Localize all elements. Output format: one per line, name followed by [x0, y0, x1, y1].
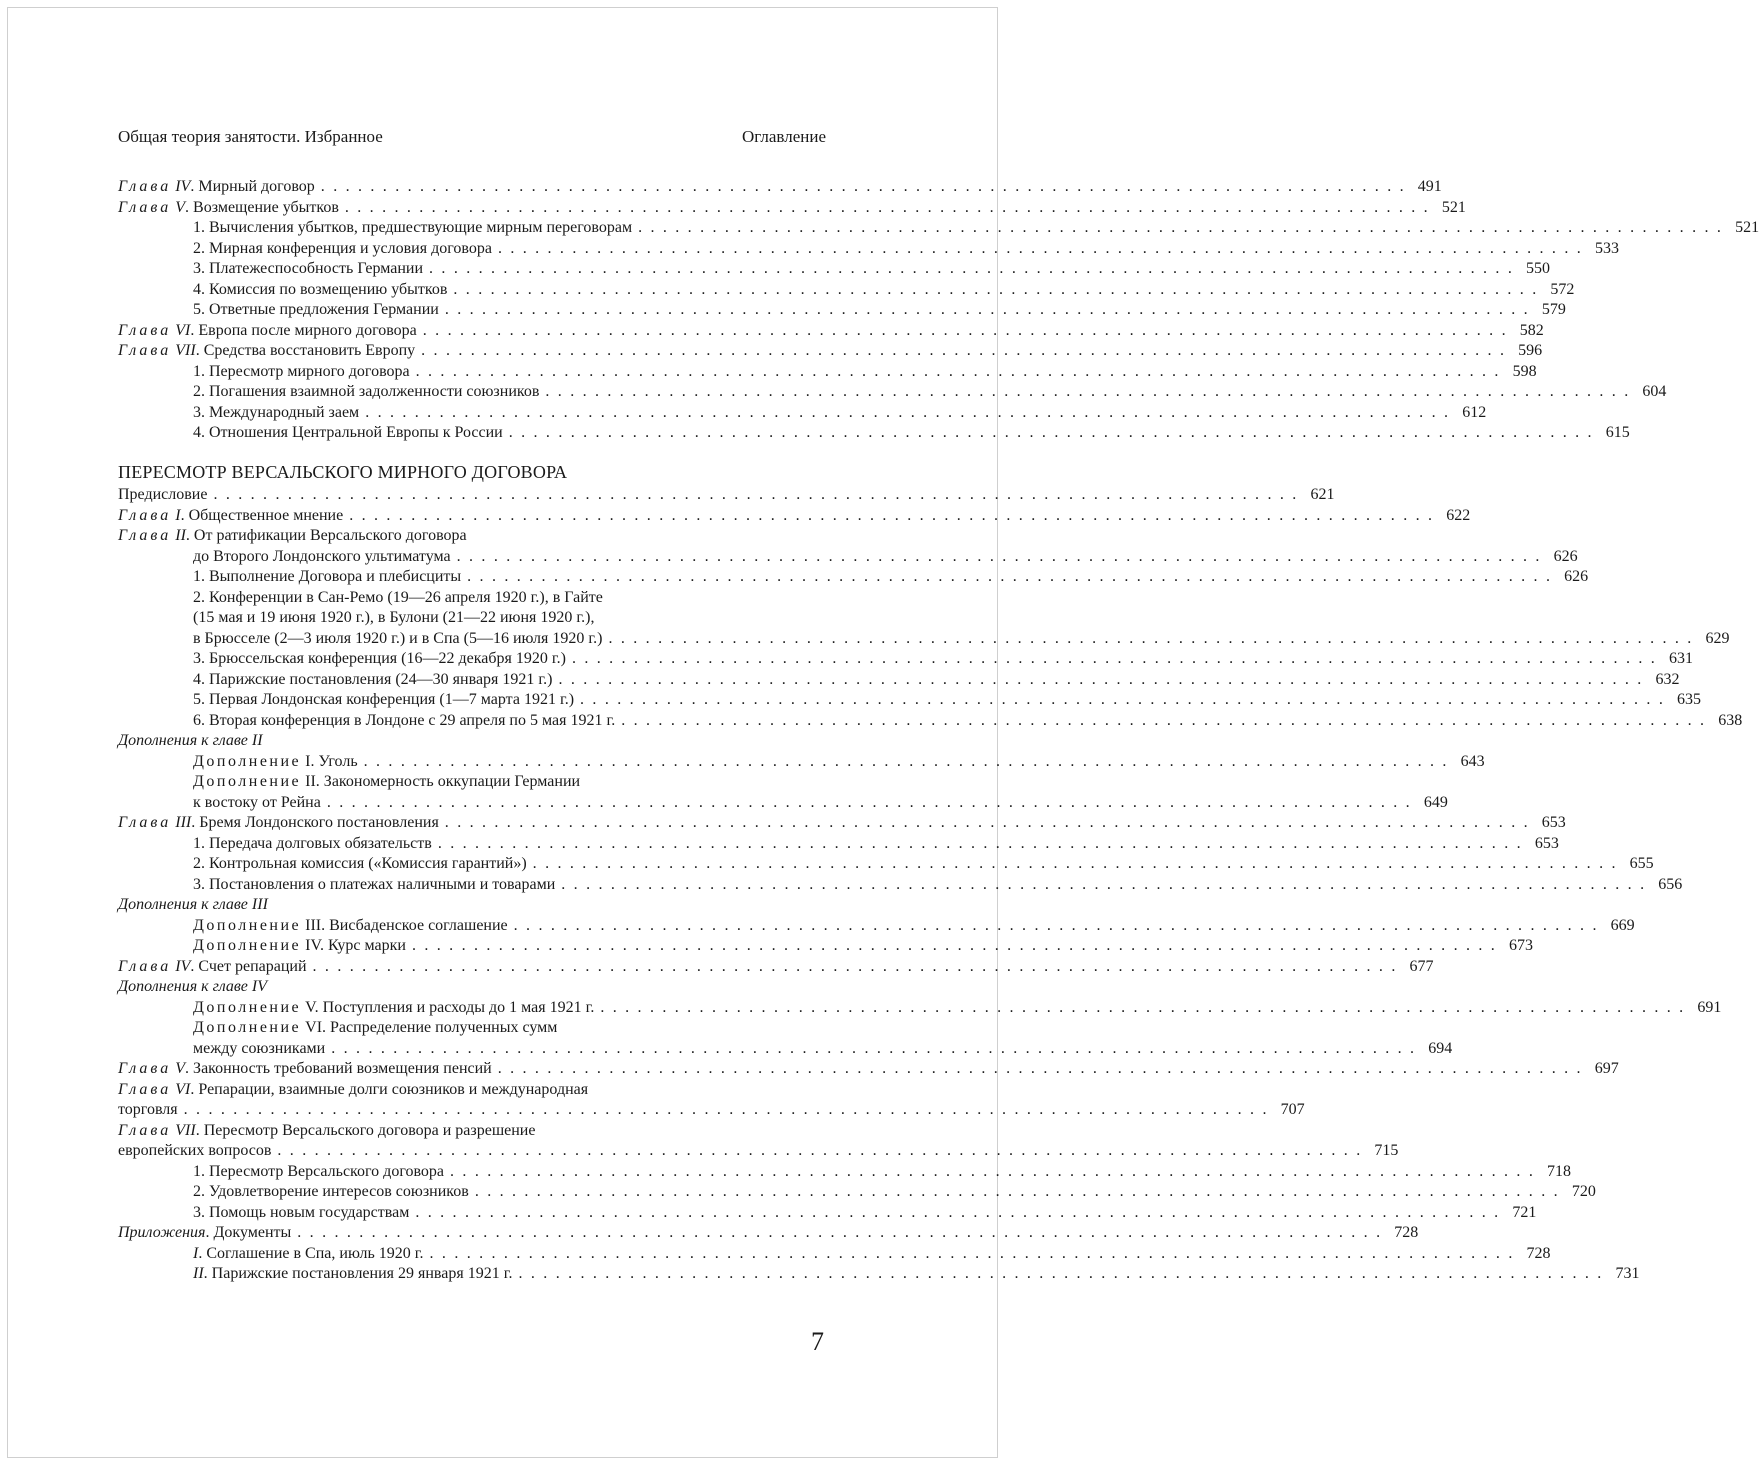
- chapter-entry-cont: [118, 547, 1578, 568]
- toc-entry-title: 5. Ответные предложения Германии: [193, 301, 439, 318]
- toc-entry-label: [193, 1203, 409, 1224]
- page-ref: 521: [1441, 198, 1466, 216]
- chapter-entry: [118, 177, 1442, 198]
- toc-entry-label: [193, 773, 580, 790]
- section-entry: [118, 239, 1619, 260]
- chapter-word: Глава: [118, 506, 172, 524]
- toc-entry-label: [193, 1162, 444, 1183]
- leader-dots: . . . . . . . . . . . . . . . . . . . . . . . . . . . . . . . . . . . . . . . . . . . . . . . . . . . . . . . . . . . . . . . . . . . . . . . . . . . . . . . . . . . . . . . .: [320, 178, 1406, 195]
- addendum-word: Дополнение: [193, 1019, 302, 1036]
- section-entry: [118, 1182, 1596, 1203]
- toc-entry-title: 2. Контрольная комиссия («Комиссия гарантий»): [193, 855, 527, 872]
- toc-line-text: 2. Конференции в Сан-Ремо (19—26 апреля 1920 г.), в Гайте: [193, 588, 603, 606]
- page-ref: 691: [1697, 998, 1722, 1016]
- leader-dots: . . . . . . . . . . . . . . . . . . . . . . . . . . . . . . . . . . . . . . . . . . . . . . . . . . . . . . . . . . . . . . . . . . . . . . . . . . . . . . . . . . . . . . . .: [600, 998, 1686, 1016]
- page-ref: 673: [1508, 937, 1533, 954]
- leader-dots: . . . . . . . . . . . . . . . . . . . . . . . . . . . . . . . . . . . . . . . . . . . . . . . . . . . . . . . . . . . . . . . . . . . . . . . . . . . . . . . . . . . . . . . .: [312, 957, 1398, 975]
- toc-entry-title: 3. Международный заем: [193, 403, 360, 421]
- toc-entry-label: [193, 239, 492, 260]
- toc-entry-label: Глава IV. Мирный договор: [118, 178, 315, 195]
- addendum-entry: [118, 772, 826, 793]
- toc-entry-title: Документы: [209, 1224, 292, 1241]
- chapter-word: Глава: [118, 527, 172, 544]
- section-entry: [118, 1203, 1537, 1224]
- addendum-entry: [118, 1018, 826, 1039]
- page-ref: 596: [1518, 342, 1543, 359]
- toc-entry-label: I. Соглашение в Спа, июль 1920 г.: [193, 1244, 424, 1262]
- leader-dots: . . . . . . . . . . . . . . . . . . . . . . . . . . . . . . . . . . . . . . . . . . . . . . . . . . . . . . . . . . . . . . . . . . . . . . . . . . . . . . . . . . . . . . . .: [638, 219, 1724, 236]
- toc-entry-label: [193, 218, 632, 239]
- section-heading: ПЕРЕСМОТР ВЕРСАЛЬСКОГО МИРНОГО ДОГОВОРА: [118, 462, 568, 482]
- page-ref: 694: [1428, 1039, 1453, 1057]
- addendum-entry: [118, 916, 1635, 937]
- header-book-title: Общая теория занятости. Избранное: [118, 127, 383, 146]
- page-ref: 635: [1677, 691, 1702, 708]
- chapter-entry: [118, 526, 826, 547]
- section-entry: [118, 875, 1683, 896]
- chapter-word: Глава: [118, 178, 172, 195]
- toc-entry-label: [118, 1141, 271, 1162]
- toc-entry-label: [193, 998, 594, 1019]
- leader-dots: . . . . . . . . . . . . . . . . . . . . . . . . . . . . . . . . . . . . . . . . . . . . . . . . . . . . . . . . . . . . . . . . . . . . . . . . . . . . . . . . . . . . . . . .: [450, 1162, 1536, 1180]
- toc-entry-label: [193, 1019, 557, 1036]
- page-ref: 728: [1526, 1244, 1551, 1262]
- chapter-entry: [118, 957, 1434, 978]
- toc-entry-title: в Брюсселе (2—3 июля 1920 г.) и в Спа (5—16 июля 1920 г.): [193, 629, 603, 647]
- addenda-heading: [118, 731, 826, 752]
- page-ref: 669: [1610, 916, 1635, 934]
- section-entry: [118, 403, 1487, 424]
- leader-dots: . . . . . . . . . . . . . . . . . . . . . . . . . . . . . . . . . . . . . . . . . . . . . . . . . . . . . . . . . . . . . . . . . . . . . . . . . . . . . . . . . . . . . . . .: [429, 1244, 1515, 1262]
- toc-entry-label: [193, 690, 574, 711]
- leader-dots: . . . . . . . . . . . . . . . . . . . . . . . . . . . . . . . . . . . . . . . . . . . . . . . . . . . . . . . . . . . . . . . . . . . . . . . . . . . . . . . . . . . . . . . .: [532, 855, 1618, 872]
- page-ref: 638: [1718, 711, 1743, 729]
- chapter-entry: [118, 813, 1566, 834]
- toc-entry-label: [193, 300, 439, 321]
- section-entry: [118, 629, 1730, 650]
- leader-dots: . . . . . . . . . . . . . . . . . . . . . . . . . . . . . . . . . . . . . . . . . . . . . . . . . . . . . . . . . . . . . . . . . . . . . . . . . . . . . . . . . . . . . . . .: [297, 1224, 1383, 1241]
- page-ref: 629: [1705, 629, 1730, 647]
- chapter-entry: [118, 198, 1466, 219]
- toc-entry-title: 3. Постановления о платежах наличными и товарами: [193, 875, 556, 893]
- chapter-numeral: III: [175, 814, 192, 831]
- document-numeral: I: [193, 1244, 199, 1262]
- toc-entry-label: [193, 629, 602, 650]
- toc-list-1: [118, 177, 1759, 444]
- toc-entry-title: Парижские постановления 29 января 1921 г.: [207, 1265, 513, 1282]
- toc-entry-label: Глава V. Возмещение убытков: [118, 198, 339, 216]
- leader-dots: . . . . . . . . . . . . . . . . . . . . . . . . . . . . . . . . . . . . . . . . . . . . . . . . . . . . . . . . . . . . . . . . . . . . . . . . . . . . . . . . . . . . . . . .: [580, 691, 1666, 708]
- leader-dots: . . . . . . . . . . . . . . . . . . . . . . . . . . . . . . . . . . . . . . . . . . . . . . . . . . . . . . . . . . . . . . . . . . . . . . . . . . . . . . . . . . . . . . . .: [326, 793, 1412, 811]
- leader-dots: . . . . . . . . . . . . . . . . . . . . . . . . . . . . . . . . . . . . . . . . . . . . . . . . . . . . . . . . . . . . . . . . . . . . . . . . . . . . . . . . . . . . . . . .: [277, 1142, 1363, 1159]
- leader-dots: . . . . . . . . . . . . . . . . . . . . . . . . . . . . . . . . . . . . . . . . . . . . . . . . . . . . . . . . . . . . . . . . . . . . . . . . . . . . . . . . . . . . . . . .: [571, 650, 1657, 667]
- page-ref: 621: [1310, 486, 1335, 503]
- leader-dots: . . . . . . . . . . . . . . . . . . . . . . . . . . . . . . . . . . . . . . . . . . . . . . . . . . . . . . . . . . . . . . . . . . . . . . . . . . . . . . . . . . . . . . . .: [415, 362, 1501, 380]
- section-entry: [118, 711, 1743, 732]
- leader-dots: . . . . . . . . . . . . . . . . . . . . . . . . . . . . . . . . . . . . . . . . . . . . . . . . . . . . . . . . . . . . . . . . . . . . . . . . . . . . . . . . . . . . . . . .: [213, 486, 1299, 503]
- chapter-word: Глава: [118, 957, 172, 975]
- toc-entry-title: II. Закономерность оккупации Германии: [301, 773, 581, 790]
- page-ref: 655: [1629, 855, 1654, 872]
- addendum-entry: [118, 752, 1485, 773]
- addendum-entry: [118, 936, 1533, 957]
- toc-entry-title: к востоку от Рейна: [193, 793, 321, 811]
- toc-entry-title: Предисловие: [118, 486, 208, 503]
- page-ref: 491: [1417, 178, 1442, 195]
- page-ref: 718: [1547, 1162, 1572, 1180]
- toc-entry-title: 1. Пересмотр Версальского договора: [193, 1162, 445, 1180]
- page-ref: 677: [1409, 957, 1434, 975]
- leader-dots: . . . . . . . . . . . . . . . . . . . . . . . . . . . . . . . . . . . . . . . . . . . . . . . . . . . . . . . . . . . . . . . . . . . . . . . . . . . . . . . . . . . . . . . .: [344, 198, 1430, 216]
- section-entry: [118, 218, 1759, 239]
- section-entry: [118, 854, 1654, 875]
- leader-dots: . . . . . . . . . . . . . . . . . . . . . . . . . . . . . . . . . . . . . . . . . . . . . . . . . . . . . . . . . . . . . . . . . . . . . . . . . . . . . . . . . . . . . . . .: [444, 301, 1530, 318]
- leader-dots: . . . . . . . . . . . . . . . . . . . . . . . . . . . . . . . . . . . . . . . . . . . . . . . . . . . . . . . . . . . . . . . . . . . . . . . . . . . . . . . . . . . . . . . .: [411, 937, 1497, 954]
- page-ref: 643: [1460, 752, 1485, 770]
- section-entry: [118, 300, 1566, 321]
- page-ref: 731: [1615, 1265, 1640, 1282]
- addendum-entry-cont: [118, 793, 1448, 814]
- leader-dots: . . . . . . . . . . . . . . . . . . . . . . . . . . . . . . . . . . . . . . . . . . . . . . . . . . . . . . . . . . . . . . . . . . . . . . . . . . . . . . . . . . . . . . . .: [545, 383, 1631, 400]
- leader-dots: . . . . . . . . . . . . . . . . . . . . . . . . . . . . . . . . . . . . . . . . . . . . . . . . . . . . . . . . . . . . . . . . . . . . . . . . . . . . . . . . . . . . . . . .: [453, 280, 1539, 298]
- toc-entry-title: европейских вопросов: [118, 1142, 272, 1159]
- chapter-entry: [118, 1080, 826, 1101]
- addendum-entry-cont: [118, 1039, 1453, 1060]
- chapter-entry: [118, 506, 1471, 527]
- toc-entry-title: Европа после мирного договора: [198, 321, 417, 339]
- page-ref: 622: [1446, 506, 1471, 524]
- chapter-numeral: I: [175, 506, 181, 524]
- section-entry: [118, 1162, 1572, 1183]
- leader-dots: . . . . . . . . . . . . . . . . . . . . . . . . . . . . . . . . . . . . . . . . . . . . . . . . . . . . . . . . . . . . . . . . . . . . . . . . . . . . . . . . . . . . . . . .: [456, 547, 1542, 565]
- toc-entry-label: [193, 1039, 325, 1060]
- chapter-numeral: V: [175, 1060, 186, 1077]
- section-entry: [118, 567, 1589, 588]
- toc-entry-label: [193, 854, 527, 875]
- addenda-heading: [118, 977, 826, 998]
- toc-entry-title: 1. Выполнение Договора и плебисциты: [193, 568, 462, 585]
- toc-entry-label: [193, 834, 432, 855]
- section-entry: [118, 834, 1559, 855]
- page-ref: 721: [1512, 1203, 1537, 1221]
- page-ref: 550: [1526, 260, 1551, 277]
- addendum-entry: [118, 998, 1722, 1019]
- toc-entry-title: Мирный договор: [198, 178, 315, 195]
- toc-block-2: [118, 459, 1743, 1285]
- leader-dots: . . . . . . . . . . . . . . . . . . . . . . . . . . . . . . . . . . . . . . . . . . . . . . . . . . . . . . . . . . . . . . . . . . . . . . . . . . . . . . . . . . . . . . . .: [467, 568, 1553, 585]
- toc-entry-label: [193, 1182, 469, 1203]
- page-ref: 653: [1541, 814, 1566, 831]
- page-ref: 572: [1550, 280, 1575, 298]
- chapter-word: Глава: [118, 198, 172, 216]
- leader-dots: . . . . . . . . . . . . . . . . . . . . . . . . . . . . . . . . . . . . . . . . . . . . . . . . . . . . . . . . . . . . . . . . . . . . . . . . . . . . . . . . . . . . . . . .: [363, 752, 1449, 770]
- toc-entry-title: Бремя Лондонского постановления: [199, 814, 439, 831]
- leader-dots: . . . . . . . . . . . . . . . . . . . . . . . . . . . . . . . . . . . . . . . . . . . . . . . . . . . . . . . . . . . . . . . . . . . . . . . . . . . . . . . . . . . . . . . .: [518, 1265, 1604, 1282]
- toc-entry-title: III. Висбаденское соглашение: [301, 916, 508, 934]
- addenda-heading: [118, 895, 826, 916]
- document-numeral: II: [193, 1265, 204, 1282]
- toc-entry-label: [193, 649, 566, 670]
- section-entry: [118, 280, 1575, 301]
- leader-dots: . . . . . . . . . . . . . . . . . . . . . . . . . . . . . . . . . . . . . . . . . . . . . . . . . . . . . . . . . . . . . . . . . . . . . . . . . . . . . . . . . . . . . . . .: [474, 1183, 1560, 1200]
- toc-entry-label: Глава IV. Счет репараций: [118, 957, 307, 975]
- section-entry: [118, 423, 1630, 444]
- toc-entry-label: [193, 259, 423, 280]
- toc-entry-title: От ратификации Версальского договора: [193, 527, 467, 544]
- chapter-word: Дополнение: [193, 916, 302, 934]
- toc-entry-label: [193, 567, 461, 588]
- toc-entry-title: 2. Мирная конференция и условия договора: [193, 239, 492, 257]
- leader-dots: . . . . . . . . . . . . . . . . . . . . . . . . . . . . . . . . . . . . . . . . . . . . . . . . . . . . . . . . . . . . . . . . . . . . . . . . . . . . . . . . . . . . . . . .: [513, 916, 1599, 934]
- page-ref: 720: [1571, 1183, 1596, 1200]
- leader-dots: . . . . . . . . . . . . . . . . . . . . . . . . . . . . . . . . . . . . . . . . . . . . . . . . . . . . . . . . . . . . . . . . . . . . . . . . . . . . . . . . . . . . . . . .: [508, 424, 1594, 441]
- appendix-word: Приложения: [118, 1224, 206, 1241]
- toc-entry-label: Глава III. Бремя Лондонского постановления: [118, 814, 439, 831]
- toc-entry-title: 1. Вычисления убытков, предшествующие мирным переговорам: [193, 219, 633, 236]
- toc-entry-label: [193, 711, 615, 732]
- chapter-numeral: IV: [175, 178, 191, 195]
- leader-dots: . . . . . . . . . . . . . . . . . . . . . . . . . . . . . . . . . . . . . . . . . . . . . . . . . . . . . . . . . . . . . . . . . . . . . . . . . . . . . . . . . . . . . . . .: [497, 239, 1583, 257]
- chapter-word: Глава: [118, 1080, 172, 1098]
- toc-entry-title: VI. Распределение полученных сумм: [301, 1019, 558, 1036]
- leader-dots: . . . . . . . . . . . . . . . . . . . . . . . . . . . . . . . . . . . . . . . . . . . . . . . . . . . . . . . . . . . . . . . . . . . . . . . . . . . . . . . . . . . . . . . .: [415, 1203, 1501, 1221]
- appendix-item: [118, 1264, 1640, 1285]
- toc-entry-label: Глава V. Законность требований возмещения пенсий: [118, 1060, 492, 1077]
- toc-entry-label: [193, 752, 358, 773]
- page-ref: 697: [1594, 1060, 1619, 1077]
- page-ref: 612: [1462, 403, 1487, 421]
- page-ref: 707: [1280, 1101, 1305, 1118]
- chapter-word: Глава: [118, 342, 172, 359]
- toc-entry-title: 4. Парижские постановления (24—30 января 1921 г.): [193, 670, 553, 688]
- chapter-entry-cont: [118, 1100, 1305, 1121]
- toc-block-1: [118, 177, 1759, 444]
- leader-dots: . . . . . . . . . . . . . . . . . . . . . . . . . . . . . . . . . . . . . . . . . . . . . . . . . . . . . . . . . . . . . . . . . . . . . . . . . . . . . . . . . . . . . . . .: [183, 1101, 1269, 1118]
- toc-entry-title: IV. Курс марки: [301, 937, 406, 954]
- page-number: 7: [811, 1327, 824, 1356]
- leader-dots: . . . . . . . . . . . . . . . . . . . . . . . . . . . . . . . . . . . . . . . . . . . . . . . . . . . . . . . . . . . . . . . . . . . . . . . . . . . . . . . . . . . . . . . .: [608, 629, 1694, 647]
- toc-entry-label: [193, 423, 503, 444]
- page-ref: 604: [1642, 383, 1667, 400]
- leader-dots: . . . . . . . . . . . . . . . . . . . . . . . . . . . . . . . . . . . . . . . . . . . . . . . . . . . . . . . . . . . . . . . . . . . . . . . . . . . . . . . . . . . . . . . .: [421, 342, 1507, 359]
- section-entry: [118, 670, 1680, 691]
- toc-line-text: Дополнения к главе III: [118, 896, 268, 913]
- page-ref: 615: [1605, 424, 1630, 441]
- page-ref: 653: [1534, 834, 1559, 852]
- section-entry: [118, 382, 1667, 403]
- toc-entry-label: [118, 485, 207, 506]
- leader-dots: . . . . . . . . . . . . . . . . . . . . . . . . . . . . . . . . . . . . . . . . . . . . . . . . . . . . . . . . . . . . . . . . . . . . . . . . . . . . . . . . . . . . . . . .: [497, 1060, 1583, 1077]
- page-ref: 649: [1423, 793, 1448, 811]
- toc-entry-label: Глава VII. Средства восстановить Европу: [118, 342, 416, 359]
- leader-dots: . . . . . . . . . . . . . . . . . . . . . . . . . . . . . . . . . . . . . . . . . . . . . . . . . . . . . . . . . . . . . . . . . . . . . . . . . . . . . . . . . . . . . . . .: [422, 321, 1508, 339]
- page-ref: 582: [1519, 321, 1544, 339]
- chapter-numeral: VI: [175, 321, 191, 339]
- chapter-word: Дополнение: [193, 998, 302, 1016]
- page-ref: 626: [1564, 568, 1589, 585]
- leader-dots: . . . . . . . . . . . . . . . . . . . . . . . . . . . . . . . . . . . . . . . . . . . . . . . . . . . . . . . . . . . . . . . . . . . . . . . . . . . . . . . . . . . . . . . .: [621, 711, 1707, 729]
- leader-dots: . . . . . . . . . . . . . . . . . . . . . . . . . . . . . . . . . . . . . . . . . . . . . . . . . . . . . . . . . . . . . . . . . . . . . . . . . . . . . . . . . . . . . . . .: [444, 814, 1530, 831]
- chapter-numeral: IV: [175, 957, 191, 975]
- toc-entry-label: II. Парижские постановления 29 января 1921 г.: [193, 1265, 513, 1282]
- toc-entry-title: V. Поступления и расходы до 1 мая 1921 г.: [301, 998, 595, 1016]
- toc-entry-label: [193, 936, 406, 957]
- toc-entry-label: [193, 793, 321, 814]
- chapter-word: Глава: [118, 1060, 172, 1077]
- toc-entry-label: [193, 670, 553, 691]
- section-entry: [118, 259, 1551, 280]
- toc-line-text: Дополнения к главе II: [118, 732, 263, 749]
- leader-dots: . . . . . . . . . . . . . . . . . . . . . . . . . . . . . . . . . . . . . . . . . . . . . . . . . . . . . . . . . . . . . . . . . . . . . . . . . . . . . . . . . . . . . . . .: [331, 1039, 1417, 1057]
- toc-entry-label: [118, 1100, 178, 1121]
- chapter-word: Дополнение: [193, 937, 302, 954]
- page-ref: 656: [1658, 875, 1683, 893]
- page-ref: 598: [1512, 362, 1537, 380]
- page-ref: 715: [1374, 1142, 1399, 1159]
- toc-entry-title: Общественное мнение: [188, 506, 344, 524]
- chapter-word: Глава: [118, 814, 172, 831]
- toc-entry-title: 5. Первая Лондонская конференция (1—7 марта 1921 г.): [193, 691, 575, 708]
- chapter-numeral: V: [175, 198, 186, 216]
- toc-entry-label: [193, 916, 508, 937]
- page-ref: 521: [1735, 219, 1759, 236]
- section-entry: [118, 690, 1702, 711]
- leader-dots: . . . . . . . . . . . . . . . . . . . . . . . . . . . . . . . . . . . . . . . . . . . . . . . . . . . . . . . . . . . . . . . . . . . . . . . . . . . . . . . . . . . . . . . .: [349, 506, 1435, 524]
- toc-entry-label: [193, 403, 359, 424]
- chapter-numeral: VII: [175, 1121, 196, 1139]
- chapter-numeral: II: [175, 527, 186, 544]
- page-ref: 533: [1594, 239, 1619, 257]
- toc-entry-title: Возмещение убытков: [193, 198, 339, 216]
- appendix-entry: [118, 1223, 1419, 1244]
- chapter-numeral: VII: [175, 342, 196, 359]
- leader-dots: . . . . . . . . . . . . . . . . . . . . . . . . . . . . . . . . . . . . . . . . . . . . . . . . . . . . . . . . . . . . . . . . . . . . . . . . . . . . . . . . . . . . . . . .: [561, 875, 1647, 893]
- toc-entry-title: 1. Пересмотр мирного договора: [193, 362, 410, 380]
- chapter-numeral: VI: [175, 1080, 191, 1098]
- toc-entry-label: Глава VI. Репарации, взаимные долги союзников и международная: [118, 1080, 589, 1098]
- toc-list-2: [118, 485, 1743, 1285]
- section-entry-line: [118, 588, 826, 609]
- toc-entry-title: Средства восстановить Европу: [203, 342, 416, 359]
- toc-entry-label: [193, 362, 410, 383]
- page-ref: 632: [1655, 670, 1680, 688]
- toc-entry-title: 3. Платежеспособность Германии: [193, 260, 424, 277]
- addendum-word: Дополнение: [193, 773, 302, 790]
- chapter-entry: [118, 1121, 826, 1142]
- toc-entry-title: Репарации, взаимные долги союзников и международная: [198, 1080, 589, 1098]
- chapter-word: Дополнение: [193, 752, 302, 770]
- page-ref: 631: [1668, 650, 1693, 667]
- toc-entry-title: 3. Брюссельская конференция (16—22 декабря 1920 г.): [193, 650, 566, 667]
- toc-entry-title: Пересмотр Версальского договора и разрешение: [203, 1121, 536, 1139]
- toc-entry-label: Глава II. От ратификации Версальского договора: [118, 527, 467, 544]
- toc-entry-title: торговля: [118, 1101, 178, 1118]
- section-entry: [118, 362, 1537, 383]
- header-section-title: Оглавление: [742, 127, 826, 146]
- page-ref: 728: [1394, 1224, 1419, 1241]
- toc-entry-label: [193, 280, 447, 301]
- toc-entry-title: I. Уголь: [301, 752, 358, 770]
- leader-dots: . . . . . . . . . . . . . . . . . . . . . . . . . . . . . . . . . . . . . . . . . . . . . . . . . . . . . . . . . . . . . . . . . . . . . . . . . . . . . . . . . . . . . . . .: [429, 260, 1515, 277]
- page-ref: 579: [1541, 301, 1566, 318]
- section-entry-line: [118, 608, 826, 629]
- toc-entry-title: 4. Комиссия по возмещению убытков: [193, 280, 448, 298]
- chapter-word: Глава: [118, 1121, 172, 1139]
- page-ref: 626: [1553, 547, 1578, 565]
- leader-dots: . . . . . . . . . . . . . . . . . . . . . . . . . . . . . . . . . . . . . . . . . . . . . . . . . . . . . . . . . . . . . . . . . . . . . . . . . . . . . . . . . . . . . . . .: [437, 834, 1523, 852]
- chapter-entry: [118, 341, 1543, 362]
- preface-entry: [118, 485, 1335, 506]
- toc-entry-label: Глава VII. Пересмотр Версальского договора и разрешение: [118, 1121, 536, 1139]
- toc-entry-label: [193, 875, 555, 896]
- toc-entry-label: Глава I. Общественное мнение: [118, 506, 344, 524]
- toc-entry-label: [193, 547, 451, 568]
- toc-line-text: Дополнения к главе IV: [118, 978, 268, 995]
- chapter-entry-cont: [118, 1141, 1399, 1162]
- toc-entry-title: Законность требований возмещения пенсий: [193, 1060, 492, 1077]
- leader-dots: . . . . . . . . . . . . . . . . . . . . . . . . . . . . . . . . . . . . . . . . . . . . . . . . . . . . . . . . . . . . . . . . . . . . . . . . . . . . . . . . . . . . . . . .: [365, 403, 1451, 421]
- toc-entry-title: 3. Помощь новым государствам: [193, 1203, 410, 1221]
- toc-entry-title: 1. Передача долговых обязательств: [193, 834, 432, 852]
- toc-entry-title: между союзниками: [193, 1039, 326, 1057]
- toc-entry-title: 2. Удовлетворение интересов союзников: [193, 1183, 469, 1200]
- toc-entry-title: 4. Отношения Центральной Европы к России: [193, 424, 503, 441]
- appendix-item: [118, 1244, 1551, 1265]
- toc-entry-title: Счет репараций: [198, 957, 307, 975]
- toc-entry-title: до Второго Лондонского ультиматума: [193, 547, 451, 565]
- toc-line-text: (15 мая и 19 июня 1920 г.), в Булони (21—22 июня 1920 г.),: [193, 609, 595, 626]
- toc-entry-label: [193, 382, 539, 403]
- toc-entry-label: Глава VI. Европа после мирного договора: [118, 321, 417, 339]
- chapter-entry: [118, 1059, 1619, 1080]
- toc-entry-title: 6. Вторая конференция в Лондоне с 29 апреля по 5 мая 1921 г.: [193, 711, 616, 729]
- chapter-word: Глава: [118, 321, 172, 339]
- toc-entry-label: Приложения. Документы: [118, 1224, 292, 1241]
- toc-entry-title: Соглашение в Спа, июль 1920 г.: [202, 1244, 424, 1262]
- toc-entry-title: 2. Погашения взаимной задолженности союзников: [193, 383, 540, 400]
- leader-dots: . . . . . . . . . . . . . . . . . . . . . . . . . . . . . . . . . . . . . . . . . . . . . . . . . . . . . . . . . . . . . . . . . . . . . . . . . . . . . . . . . . . . . . . .: [558, 670, 1644, 688]
- section-entry: [118, 649, 1693, 670]
- chapter-entry: [118, 321, 1544, 342]
